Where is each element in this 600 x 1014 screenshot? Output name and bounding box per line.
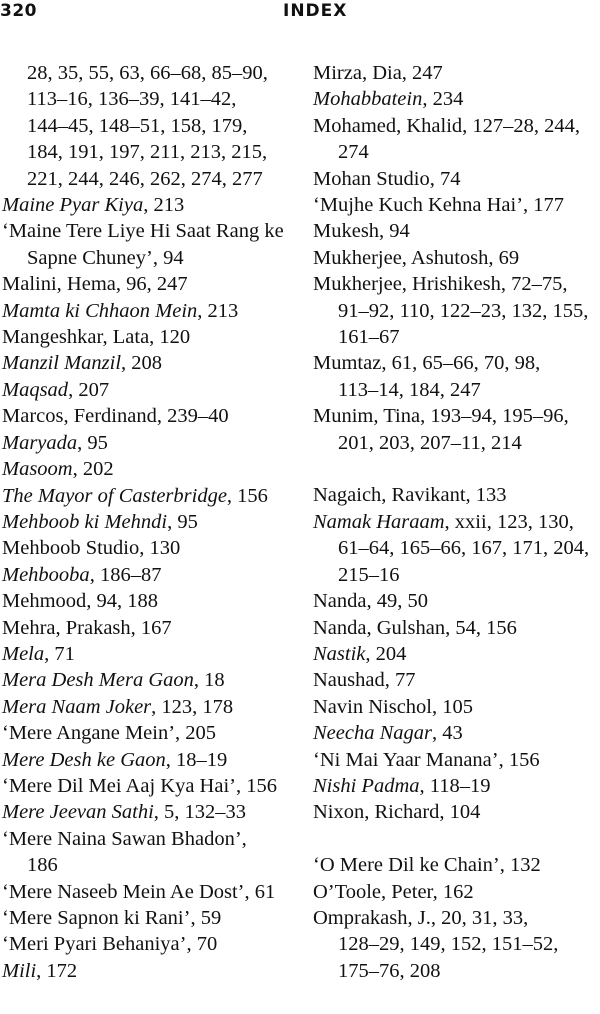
entry-text: Mehmood, 94, 188 xyxy=(2,590,159,613)
entry-text: 186 xyxy=(27,854,58,877)
entry-pages: , 43 xyxy=(432,722,463,745)
entry-text: ‘Meri Pyari Behaniya’, 70 xyxy=(2,933,218,956)
index-entry xyxy=(313,271,598,350)
index-entry xyxy=(2,641,298,667)
entry-pages: , 213 xyxy=(143,194,185,217)
index-entry xyxy=(313,350,598,403)
entry-text: 91–92, 110, 122–23, 132, 155, xyxy=(338,299,589,322)
entry-text: 28, 35, 55, 63, 66–68, 85–90, xyxy=(27,62,268,84)
entry-text: 201, 203, 207–11, 214 xyxy=(338,431,522,454)
entry-pages: , 95 xyxy=(167,510,198,533)
entry-text: ‘Mere Angane Mein’, 205 xyxy=(2,722,217,745)
entry-text: 128–29, 149, 152, 151–52, xyxy=(338,933,559,956)
index-entry xyxy=(2,298,298,324)
page-number: 320 xyxy=(0,1,37,21)
entry-text: ‘Maine Tere Liye Hi Saat Rang ke xyxy=(2,220,284,243)
index-entry xyxy=(313,166,598,192)
entry-text: Mumtaz, 61, 65–66, 70, 98, xyxy=(313,352,541,375)
entry-pages: , 234 xyxy=(422,88,464,111)
entry-pages: , 18 xyxy=(193,669,225,692)
index-entry xyxy=(313,747,598,773)
entry-text: ‘Ni Mai Yaar Manana’, 156 xyxy=(313,748,540,771)
entry-text: Nanda, Gulshan, 54, 156 xyxy=(313,616,517,639)
entry-text: Mangeshkar, Lata, 120 xyxy=(2,326,191,349)
index-entry xyxy=(313,403,598,456)
index-entry xyxy=(2,588,298,614)
entry-text: Malini, Hema, 96, 247 xyxy=(2,273,188,296)
index-entry xyxy=(313,694,598,720)
entry-title: Mamta ki Chhaon Mein xyxy=(2,299,198,322)
index-entry xyxy=(313,509,598,588)
entry-pages: , 186–87 xyxy=(89,563,162,586)
entry-text: Nagaich, Ravikant, 133 xyxy=(313,484,507,507)
index-entry xyxy=(2,192,298,218)
entry-text: 113–14, 184, 247 xyxy=(338,378,481,401)
index-entry xyxy=(2,826,298,879)
entry-pages: , 123, 178 xyxy=(151,695,234,718)
index-column-right xyxy=(313,60,598,984)
index-entry xyxy=(2,324,298,350)
entry-title: Maine Pyar Kiya xyxy=(2,194,144,217)
entry-text: 274 xyxy=(338,141,369,164)
entry-text: Mohan Studio, 74 xyxy=(313,167,461,190)
entry-text: 144–45, 148–51, 158, 179, xyxy=(27,114,248,137)
entry-title: Namak Haraam xyxy=(313,510,445,533)
entry-pages: , 5, 132–33 xyxy=(153,801,247,824)
entry-pages: , 18–19 xyxy=(165,748,228,771)
index-entry xyxy=(2,350,298,376)
entry-text: ‘Mere Naina Sawan Bhadon’, xyxy=(2,827,247,850)
entry-pages: , 118–19 xyxy=(419,774,491,797)
index-entry xyxy=(2,905,298,931)
entry-text: 184, 191, 197, 211, 213, 215, xyxy=(27,141,268,164)
index-entry xyxy=(313,245,598,271)
entry-text: Sapne Chuney’, 94 xyxy=(27,246,184,269)
entry-text: Nanda, 49, 50 xyxy=(313,590,429,613)
entry-text: ‘Mere Sapnon ki Rani’, 59 xyxy=(2,907,222,929)
entry-text: 161–67 xyxy=(338,326,400,349)
entry-text: Mohamed, Khalid, 127–28, 244, xyxy=(313,114,581,137)
entry-title: Mela xyxy=(2,642,45,665)
entry-text: 113–16, 136–39, 141–42, xyxy=(27,88,237,111)
index-entry xyxy=(2,931,298,957)
entry-pages: , xxii, 123, 130, xyxy=(444,510,574,533)
running-head: INDEX xyxy=(283,1,348,21)
entry-text: 221, 244, 246, 262, 274, 277 xyxy=(27,167,263,190)
entry-title: The Mayor of Casterbridge xyxy=(2,484,227,507)
entry-pages: , 207 xyxy=(68,378,110,401)
index-entry xyxy=(313,879,598,905)
index-entry xyxy=(2,747,298,773)
entry-text: Nixon, Richard, 104 xyxy=(313,801,481,824)
index-entry xyxy=(2,271,298,297)
entry-text: Mehboob Studio, 130 xyxy=(2,537,181,560)
index-entry xyxy=(2,773,298,799)
index-entry xyxy=(2,562,298,588)
index-entry xyxy=(313,615,598,641)
index-entry xyxy=(2,377,298,403)
entry-pages: , 208 xyxy=(121,352,163,375)
index-entry xyxy=(2,879,298,905)
index-entry xyxy=(2,694,298,720)
entry-title: Maryada xyxy=(2,431,78,454)
index-entry xyxy=(313,905,598,984)
entry-text: ‘Mere Dil Mei Aaj Kya Hai’, 156 xyxy=(2,774,277,797)
index-entry xyxy=(313,113,598,166)
entry-text: Mehra, Prakash, 167 xyxy=(2,616,172,639)
entry-text: Mukherjee, Hrishikesh, 72–75, xyxy=(313,273,568,296)
entry-pages: , 213 xyxy=(197,299,239,322)
index-entry xyxy=(2,60,298,192)
index-entry xyxy=(2,483,298,509)
entry-pages: , 204 xyxy=(365,642,407,665)
letter-group-gap xyxy=(313,456,598,482)
index-entry xyxy=(2,430,298,456)
index-entry xyxy=(313,192,598,218)
index-entry xyxy=(2,403,298,429)
letter-group-gap xyxy=(313,826,598,852)
page-header xyxy=(0,0,600,30)
index-entry xyxy=(313,86,598,112)
index-entry xyxy=(2,509,298,535)
entry-pages: , 172 xyxy=(36,959,78,982)
entry-text: Omprakash, J., 20, 31, 33, xyxy=(313,906,529,929)
index-entry xyxy=(313,588,598,614)
index-entry xyxy=(313,773,598,799)
index-entry xyxy=(313,720,598,746)
entry-pages: , 95 xyxy=(77,431,108,454)
entry-pages: , 156 xyxy=(226,484,268,507)
index-column-left xyxy=(2,60,298,984)
index-entry xyxy=(313,218,598,244)
entry-title: Mohabbatein xyxy=(313,88,423,111)
entry-text: ‘O Mere Dil ke Chain’, 132 xyxy=(313,854,541,877)
entry-title: Mera Naam Joker xyxy=(2,695,152,718)
entry-title: Masoom xyxy=(2,458,73,481)
entry-pages: 61–64, 165–66, 167, 171, 204, xyxy=(338,537,590,560)
entry-title: Maqsad xyxy=(2,378,69,401)
entry-text: Munim, Tina, 193–94, 195–96, xyxy=(313,405,569,428)
entry-title: Neecha Nagar xyxy=(313,722,432,745)
index-entry xyxy=(2,218,298,271)
entry-title: Nishi Padma xyxy=(313,774,420,797)
entry-title: Nastik xyxy=(313,642,366,665)
index-entry xyxy=(313,852,598,878)
entry-title: Mehboob ki Mehndi xyxy=(2,510,168,533)
index-entry xyxy=(313,641,598,667)
entry-text: Mukherjee, Ashutosh, 69 xyxy=(313,246,520,269)
entry-title: Mili xyxy=(2,959,37,982)
entry-pages: 215–16 xyxy=(338,563,400,586)
entry-text: ‘Mere Naseeb Mein Ae Dost’, 61 xyxy=(2,880,276,903)
index-entry xyxy=(313,60,598,86)
entry-pages: , 71 xyxy=(44,642,75,665)
index-entry xyxy=(2,667,298,693)
entry-text: Mirza, Dia, 247 xyxy=(313,62,443,84)
index-entry xyxy=(2,615,298,641)
entry-title: Manzil Manzil xyxy=(2,352,122,375)
index-entry xyxy=(313,799,598,825)
entry-title: Mere Jeevan Sathi xyxy=(2,801,154,824)
index-entry xyxy=(2,720,298,746)
index-entry xyxy=(2,456,298,482)
index-entry xyxy=(313,482,598,508)
entry-text: ‘Mujhe Kuch Kehna Hai’, 177 xyxy=(313,194,565,217)
entry-text: Navin Nischol, 105 xyxy=(313,695,473,718)
index-entry xyxy=(2,799,298,825)
entry-title: Mera Desh Mera Gaon xyxy=(2,669,194,692)
entry-text: Marcos, Ferdinand, 239–40 xyxy=(2,405,229,428)
entry-text: Naushad, 77 xyxy=(313,669,416,692)
entry-title: Mehbooba xyxy=(2,563,90,586)
index-entry xyxy=(313,667,598,693)
index-entry xyxy=(2,535,298,561)
entry-text: O’Toole, Peter, 162 xyxy=(313,880,474,903)
entry-text: Mukesh, 94 xyxy=(313,220,410,243)
index-entry xyxy=(2,958,298,984)
entry-text: 175–76, 208 xyxy=(338,959,441,982)
entry-title: Mere Desh ke Gaon xyxy=(2,748,166,771)
entry-pages: , 202 xyxy=(72,458,114,481)
